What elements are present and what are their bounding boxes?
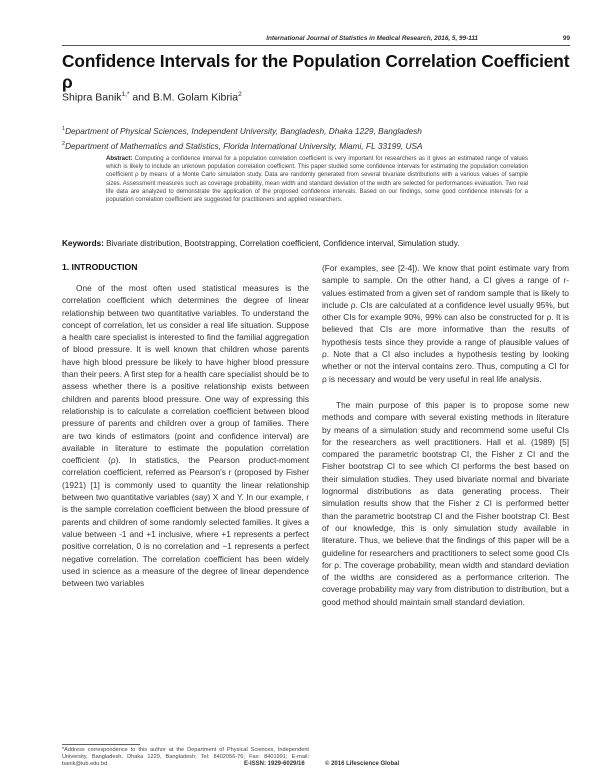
- page-number: 99: [562, 35, 570, 42]
- right-column: [322, 262, 569, 608]
- keywords-label: Keywords:: [62, 239, 104, 248]
- section-heading: 1. INTRODUCTION: [62, 262, 138, 272]
- affiliation-2-marker: 2: [62, 141, 66, 148]
- paragraph-gap: [322, 385, 569, 399]
- left-column: [62, 282, 309, 589]
- correspondence-footnote: *Address correspondence to this author at the Department of Physical Sciences, Independent University, Bangladesh, Dhaka 1229, Bangladesh; Tel: 8402056-76; Fax: 8401991; E-mail: banik@iub.edu.bd: [62, 747, 309, 768]
- paper-title: Confidence Intervals for the Population Correlation Coefficient ρ: [62, 51, 570, 92]
- intro-paragraph-1: One of the most often used statistical measures is the correlation coefficient which determines the degree of linear relationship between two quantitative variables. To understand the concept of correlation, let us consider a real life situation. Suppose a health care specialist is interested to find the familial aggregation of blood pressure. It is well known that children whose parents have high blood pressure be likely to have higher blood pressure than their peers. A first step for a health care specialist should be to assess whether there is a positive relationship exists between children and parents blood pressure. One way of expressing this relationship is to calculate a correlation coefficient between blood pressure of parents and children over a group of families. There are two kinds of estimators (point and confidence interval) are available in literature to estimate the population correlation coefficient (ρ). In statistics, the Pearson product-moment correlation coefficient, referred as Pearson's r (proposed by Fisher (1921) [1] is commonly used to quantity the linear relationship between two quantitative variables (say) X and Y. In our example, r is the sample correlation coefficient between the blood pressure of parents and children of some randomly selected families. It gives a value between -1 and +1 inclusive, where +1 represents a perfect positive correlation, 0 is no correlation and −1 represents a perfect negative correlation. The correlation coefficient has been widely used in science as a measure of the degree of linear dependence between two variables: [62, 283, 309, 589]
- footnote-rule: [62, 744, 140, 745]
- header-rule: [62, 45, 570, 46]
- affiliation-2: [62, 141, 423, 151]
- author-2: B.M. Golam Kibria: [152, 91, 239, 104]
- intro-paragraph-2: (For examples, see [2-4]). We know that point estimate vary from sample to sample. On the other hand, a CI gives a range of r-values estimated from a given set of random sample that is likely to include ρ. CIs are calculated at a confidence level usually 95%, but other CIs for example 90%, 99% can also be constructed for ρ. It is believed that CIs are more informative than the results of hypothesis tests since they provide a range of plausible values of ρ. Note that a CI also includes a hypothesis testing by looking whether or not the interval contains zero. Thus, computing a CI for ρ is necessary and would be very useful in real life analysis.: [322, 263, 569, 384]
- journal-citation: International Journal of Statistics in Medical Research, 2016, 5, 99-111: [266, 35, 478, 42]
- keywords-text: Bivariate distribution, Bootstrapping, Correlation coefficient, Confidence interval, Simulation study.: [106, 239, 460, 248]
- abstract-label: Abstract:: [106, 156, 133, 162]
- author-line: [62, 91, 242, 104]
- affiliation-2-text: Department of Mathematics and Statistics, Florida International University, Miami, FL 33199, USA: [65, 141, 423, 151]
- footer-issn: E-ISSN: 1929-6029/16: [244, 761, 305, 767]
- affiliation-1-text: Department of Physical Sciences, Independent University, Bangladesh, Dhaka 1229, Bangladesh: [65, 126, 422, 136]
- author-1: Shipra Banik: [62, 91, 122, 104]
- author-1-superscript: 1,*: [121, 91, 130, 98]
- intro-paragraph-3: The main purpose of this paper is to propose some new methods and compare with several existing methods in literature by means of a simulation study and recommend some useful CIs for the researchers as well practitioners. Hall et al. (1989) [5] compared the parametric bootstrap CI, the Fisher z CI and the Fisher bootstrap CI to see which CI performs the best based on their simulation studies. They used bivariate normal and bivariate lognormal distributions as data generating process. Their simulation results show that the Fisher z CI is performed better than the parametric bootstrap CI and the Fisher bootstrap CI. Best of our knowledge, this is only simulation study available in literature. Thus, we believe that the findings of this paper will be a guideline for researchers and practitioners to select some good CIs for ρ. The coverage probability, mean width and standard deviation of the widths are considered as a performance criterion. The coverage probability may vary from distribution to distribution, but a good method should maintain small standard deviation.: [322, 399, 569, 607]
- author-2-superscript: 2: [238, 91, 242, 98]
- affiliation-1-marker: 1: [62, 126, 66, 133]
- affiliation-1: [62, 126, 422, 136]
- abstract-text: Computing a confidence interval for a population correlation coefficient is very important for researchers as it gives an estimated range of values which is likely to include an unknown population correlation coefficient. This paper studied some confidence intervals for estimating the population correlation coefficient ρ by means of a Monte Carlo simulation study. Data are randomly generated from several bivariate distributions with a various values of sample sizes. Assessment measures such as coverage probability, mean width and standard deviation of the width are selected for performances evaluation. Two real life data are analyzed to demonstrate the application of the proposed confidence intervals. Based on our findings, some good confidence intervals for a population correlation coefficient are suggested for practitioners and applied researchers.: [106, 156, 528, 204]
- keywords: [62, 239, 582, 248]
- author-connector: and: [129, 91, 153, 104]
- footer-copyright: © 2016 Lifescience Global: [325, 761, 400, 767]
- abstract: [106, 155, 528, 204]
